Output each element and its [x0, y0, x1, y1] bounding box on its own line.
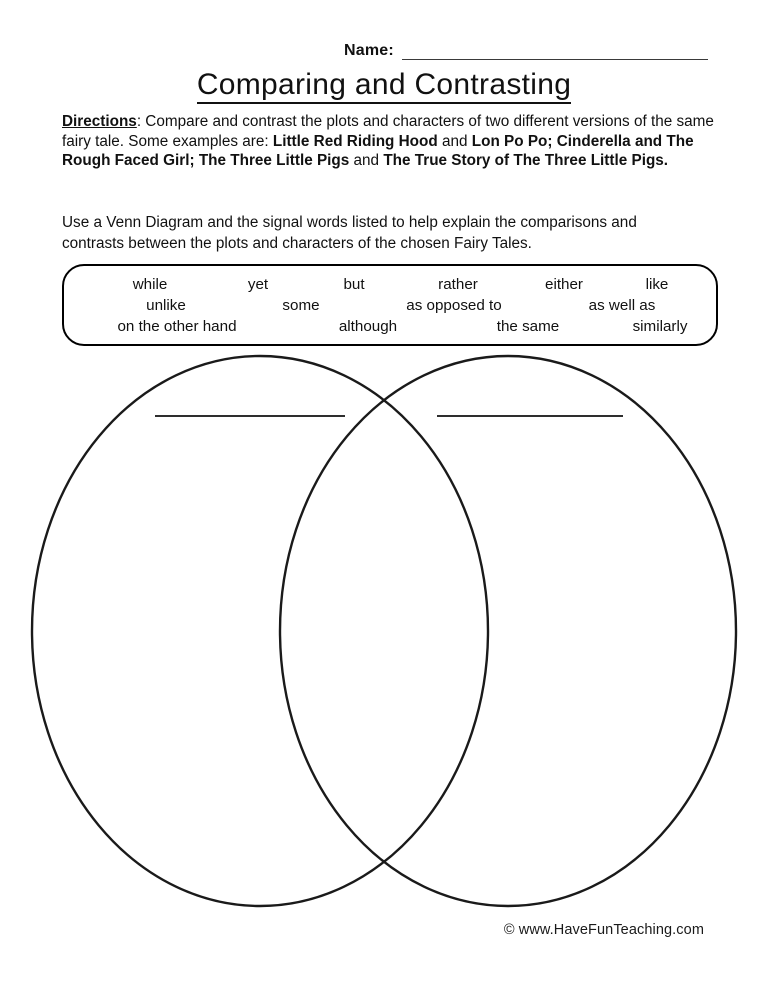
signal-word: either: [545, 276, 583, 293]
signal-word: as well as: [588, 297, 656, 314]
directions-paragraph: [62, 112, 714, 171]
signal-words-row-1: [64, 276, 716, 294]
signal-word: but: [343, 276, 365, 293]
directions-colon: :: [136, 113, 142, 130]
directions-text: Compare and contrast the plots and characters of two different versions of the same fairy tale. Some examples are:: [62, 113, 714, 150]
left-circle-title-line[interactable]: [155, 415, 345, 417]
right-circle-title-line[interactable]: [437, 415, 623, 417]
footer-copyright: © www.HaveFunTeaching.com: [503, 922, 704, 938]
signal-word: rather: [438, 276, 478, 293]
signal-word: although: [338, 318, 398, 335]
directions-label: Directions: [62, 113, 137, 130]
example-title-1: Little Red Riding Hood: [272, 132, 438, 150]
venn-diagram-svg: [0, 348, 768, 920]
example-title-3: Cinderella and The Rough Faced Girl; The Three Little Pigs: [62, 132, 694, 170]
signal-word: on the other hand: [117, 318, 237, 335]
page-title-text: Comparing and Contrasting: [197, 68, 571, 104]
right-circle[interactable]: [280, 356, 736, 906]
signal-word: like: [645, 276, 669, 293]
signal-word: yet: [247, 276, 269, 293]
left-circle[interactable]: [32, 356, 488, 906]
signal-word: as opposed to: [406, 297, 502, 314]
example-title-2: Lon Po Po;: [471, 132, 553, 150]
name-input-line[interactable]: [402, 43, 708, 60]
signal-word: the same: [496, 318, 560, 335]
conjunction-1: and: [437, 132, 472, 150]
signal-words-box: [62, 264, 718, 346]
signal-words-row-2: [64, 297, 716, 315]
conjunction-2: and: [349, 152, 384, 170]
signal-word: while: [132, 276, 168, 293]
name-row: [344, 42, 708, 60]
page-title: [0, 68, 768, 102]
venn-instructions: Use a Venn Diagram and the signal words listed to help explain the comparisons and contrasts between the plots and characters of the chosen Fairy Tales.: [62, 214, 637, 252]
example-title-4: The True Story of The Three Little Pigs.: [383, 152, 669, 170]
venn-diagram: [0, 348, 768, 920]
signal-word: similarly: [632, 318, 688, 335]
name-label: Name:: [344, 42, 394, 59]
signal-words-row-3: [64, 318, 716, 336]
signal-word: some: [282, 297, 320, 314]
signal-word: unlike: [146, 297, 186, 314]
